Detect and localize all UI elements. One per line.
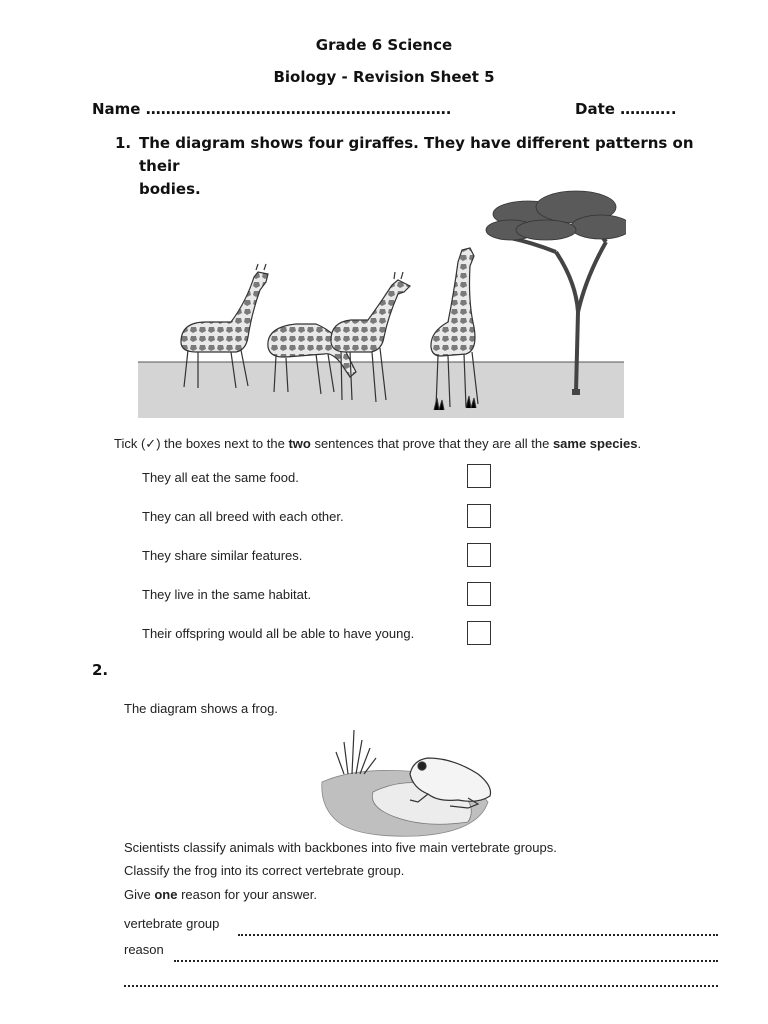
option-label-3: They share similar features. [142,548,303,563]
option-checkbox-2[interactable] [467,504,491,528]
instruction-part: ) the boxes next to the [156,436,289,451]
instruction-part: Tick ( [114,436,146,451]
option-checkbox-1[interactable] [467,464,491,488]
date-field[interactable]: Date ……….. [575,100,677,118]
option-label-5: Their offspring would all be able to have young. [142,626,415,641]
instruction-part: . [637,436,642,451]
option-label-2: They can all breed with each other. [142,509,344,524]
option-checkbox-5[interactable] [467,621,491,645]
question-1-line-2: bodies. [139,180,201,198]
tick-icon: ✓ [145,436,157,451]
reason-label: reason [124,942,164,957]
tick-instruction [114,436,641,452]
option-label-1: They all eat the same food. [142,470,299,485]
option-checkbox-3[interactable] [467,543,491,567]
question-2-line-2: Classify the frog into its correct vertebrate group. [124,863,405,878]
giraffes-illustration [136,182,626,420]
instruction-bold: same species [552,436,638,451]
line-3-part: reason for your answer. [177,887,317,902]
instruction-bold: two [288,436,311,451]
frog-illustration [318,722,498,840]
question-2-number: 2. [92,661,109,679]
question-2-intro: The diagram shows a frog. [124,701,278,716]
worksheet-subtitle: Biology - Revision Sheet 5 [273,68,495,86]
option-label-4: They live in the same habitat. [142,587,312,602]
line-3-part: Give [124,887,155,902]
frog-on-pond-bank-illustration [318,722,498,840]
line-3-bold: one [154,887,178,902]
option-checkbox-4[interactable] [467,582,491,606]
question-2-line-3 [124,887,317,902]
question-1-number: 1. [115,134,132,152]
reason-answer-line-2[interactable] [124,985,718,987]
giraffes-and-acacia-tree-illustration [136,182,626,420]
worksheet-title: Grade 6 Science [315,36,453,54]
question-1-line-1: The diagram shows four giraffes. They have different patterns on their [139,134,694,175]
vertebrate-group-answer-line[interactable] [238,934,718,936]
instruction-part: sentences that prove that they are all the [310,436,553,451]
question-2-line-1: Scientists classify animals with backbones into five main vertebrate groups. [124,840,557,855]
vertebrate-group-label: vertebrate group [124,916,220,931]
name-field[interactable]: Name ……………………………………………………. [92,100,452,118]
reason-answer-line-1[interactable] [174,960,718,962]
